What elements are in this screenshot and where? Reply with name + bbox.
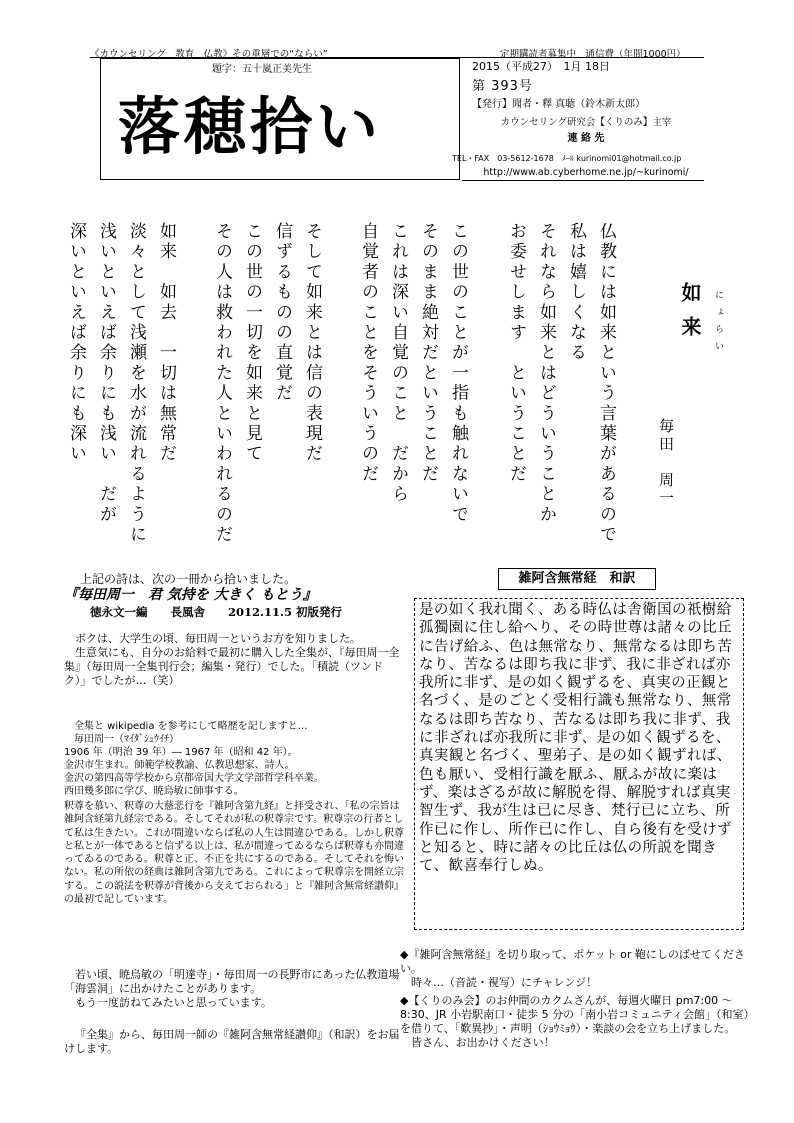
poem-line: この世のことが一指も触れないで [448, 222, 468, 525]
notice-item: 時々…（音読・視写）にチャレンジ！ [411, 976, 598, 989]
bio-line: 西田幾多郎に学び、暁烏敏に師事する。 [64, 786, 244, 797]
subscription-notice: 定期購読者募集中 通信費（年間1000円） [500, 49, 686, 60]
contact-tel: TEL・FAX 03-5612-1678 ﾒｰﾙ kurinomi01@hotmail.co.jp [452, 154, 682, 163]
poem-line: 自覚者のことをそういうのだ [358, 222, 378, 485]
sutra-title: 雑阿含無常経 和訳 [498, 568, 656, 590]
website-url[interactable]: http://www.ab.cyberhome.ne.jp/~kurinomi/ [483, 167, 689, 178]
poem-line: 信ずるものの直覚だ [272, 222, 292, 404]
article-paragraph [64, 1028, 404, 1056]
article-text: 釈尊を慕い、釈尊の大慈悲行を『雑阿含第九経』と拝受され、「私の宗旨は雑阿含経第九経宗である。そしてそれが私の釈尊宗です。釈尊宗の行者として私は生きたい。これが間違いならば私の人生は間違ひである。しかし釈尊と私とが一体であると信ずる以上は、私が間違ってゐるならば釈尊も亦間違ってゐるのである。釈尊と正、不正を共にするのである。そしてそれを悔いない。私の所依の経典は雑阿含第九である。これによって釈尊宗を開経立宗する。この説法を釈尊が背後から支えておられる」と『雑阿含無常経讃仰』の最初で記しています。 [64, 801, 404, 906]
bio-line: 金沢市生まれ。師範学校教諭、仏教思想家、詩人。 [64, 760, 295, 771]
biography [64, 720, 404, 798]
poem-title: 如来 [678, 282, 702, 350]
publisher: 【発行】聞者・釋 真聴（鈴木新太郎） [472, 99, 646, 110]
poem-line: 浅いといえば余りにも浅い だが [96, 222, 116, 525]
notice-list [400, 948, 760, 1050]
tagline: 《カウンセリング 教育 仏教》その重層での“ならい” [90, 49, 328, 60]
poem-line: お委せします ということだ [506, 222, 526, 485]
article-text: ボクは、大学生の頃、毎田周一というお方を知りました。 [75, 632, 361, 645]
notice-item: ◆【くりのみ会】のお仲間のカクムさんが、毎週火曜日 pm7:00 ～ 8:30、JR 小岩駅南口・徒歩 5 分の「南小岩コミュニティ会館」（和室）を借りて、「歎異抄」・声明（ｼｮｳﾐｮｳ）・楽談の会を立ち上げました。 [400, 994, 755, 1035]
bio-line: 1906 年（明治 39 年）― 1967 年（昭和 42 年）。 [64, 747, 298, 758]
poem-line: これは深い自覚のこと だから [388, 222, 408, 505]
bio-line: 金沢の第四高等学校から京都帝国大学文学部哲学科卒業。 [64, 773, 324, 784]
bio-line: 全集と wikipedia を参考にして略歴を記しますと… [74, 721, 308, 732]
poem-line: それなら如来とはどういうことか [536, 222, 556, 525]
book-title: 『毎田周一 君 気持を 大きく もとう』 [64, 587, 317, 603]
book-meta: 徳永文一編 長風舎 2012.11.5 初版発行 [90, 605, 343, 619]
header-rule [462, 180, 704, 181]
article-text: 生意気にも、自分のお給料で最初に購入した全集が、『毎田周一全集』（毎田周一全集刊行会；編集・発行）でした。「積読（ツンドク）」でしたが…（笑） [64, 646, 400, 687]
poem-line: 深いといえば余りにも深い [66, 222, 86, 465]
article-paragraph [64, 800, 404, 906]
contact-label: 連 絡 先 [567, 133, 605, 144]
issue-date: 2015（平成27） 1月 18日 [472, 60, 610, 73]
poem-line: そして如来とは信の表現だ [302, 222, 322, 465]
article-text: 『全集』から、毎田周一師の『雑阿含無常経讃仰』（和訳）をお届けします。 [64, 1028, 400, 1055]
article-paragraph [64, 632, 404, 688]
poem-line: 私は嬉しくなる [566, 222, 586, 364]
article-paragraph [64, 968, 404, 1010]
article-text: 若い頃、暁烏敏の「明達寺」・毎田周一の長野市にあった仏教道場「海雲洞」に出かけたことがあります。 [64, 968, 400, 995]
title-calligrapher: 題字：五十嵐正美先生 [212, 64, 312, 75]
bio-line: 毎田周一（ﾏｲﾀﾞｼｭｳｲﾁ） [74, 734, 179, 745]
article-intro: 上記の詩は、次の一冊から拾いました。 [80, 572, 297, 586]
issue-number: 第 393号 [472, 79, 533, 94]
sutra-text: 是の如く我れ聞く、ある時仏は舎衛国の祇樹給孤獨園に住し給へり、その時世尊は諸々の比丘に告げ給ふ、色は無常なり、無常なるは即ち苦なり、苦なるは即ち我に非ず、我に非ざれば亦我所に非ず、是の如く観ずるを、真実の正観と名づく、是のごとく受相行識も無常なり、無常なるは即ち苦なり、苦なるは即ち我に非ず、我に非ざれば亦我所に非ず、是の如く観ずるを、真実観と名づく、聖弟子、是の如く観ずれば、色も厭い、受相行識を厭ふ、厭ふが故に楽はず、楽はざるが故に解脱を得、解脱すれば真実智生ず、我が生は已に尽き、梵行已に立ち、所作已に作し、所作已に作し、自ら後有を受けずと知ると、時に諸々の比丘は仏の所説を聞きて、歓喜奉行しぬ。 [419, 602, 733, 875]
poem-title-ruby: にょらい [713, 290, 723, 358]
poem-line: そのまま絶対だということだ [418, 222, 438, 485]
poem-line: 如来 如去 一切は無常だ [156, 222, 176, 465]
notice-item: 皆さん、お出かけください！ [411, 1036, 555, 1049]
notice-item: ◆『雑阿含無常経』を切り取って、ポケット or 鞄にしのばせてください。 [400, 948, 745, 975]
poem-line: 仏教には如来という言葉があるので [596, 222, 616, 546]
organization: カウンセリング研究会【くりのみ】主宰 [500, 117, 672, 128]
newsletter-logo: 落穂拾い [118, 90, 383, 163]
poem-line: その人は救われた人といわれるのだ [212, 222, 232, 546]
poem-line: この世の一切を如来と見て [242, 222, 262, 465]
sutra-box [414, 598, 744, 930]
article-text: もう一度訪ねてみたいと思っています。 [75, 996, 272, 1009]
poem-author: 毎田 周一 [657, 418, 675, 508]
poem-line: 淡々として浅瀬を水が流れるように [126, 222, 146, 546]
